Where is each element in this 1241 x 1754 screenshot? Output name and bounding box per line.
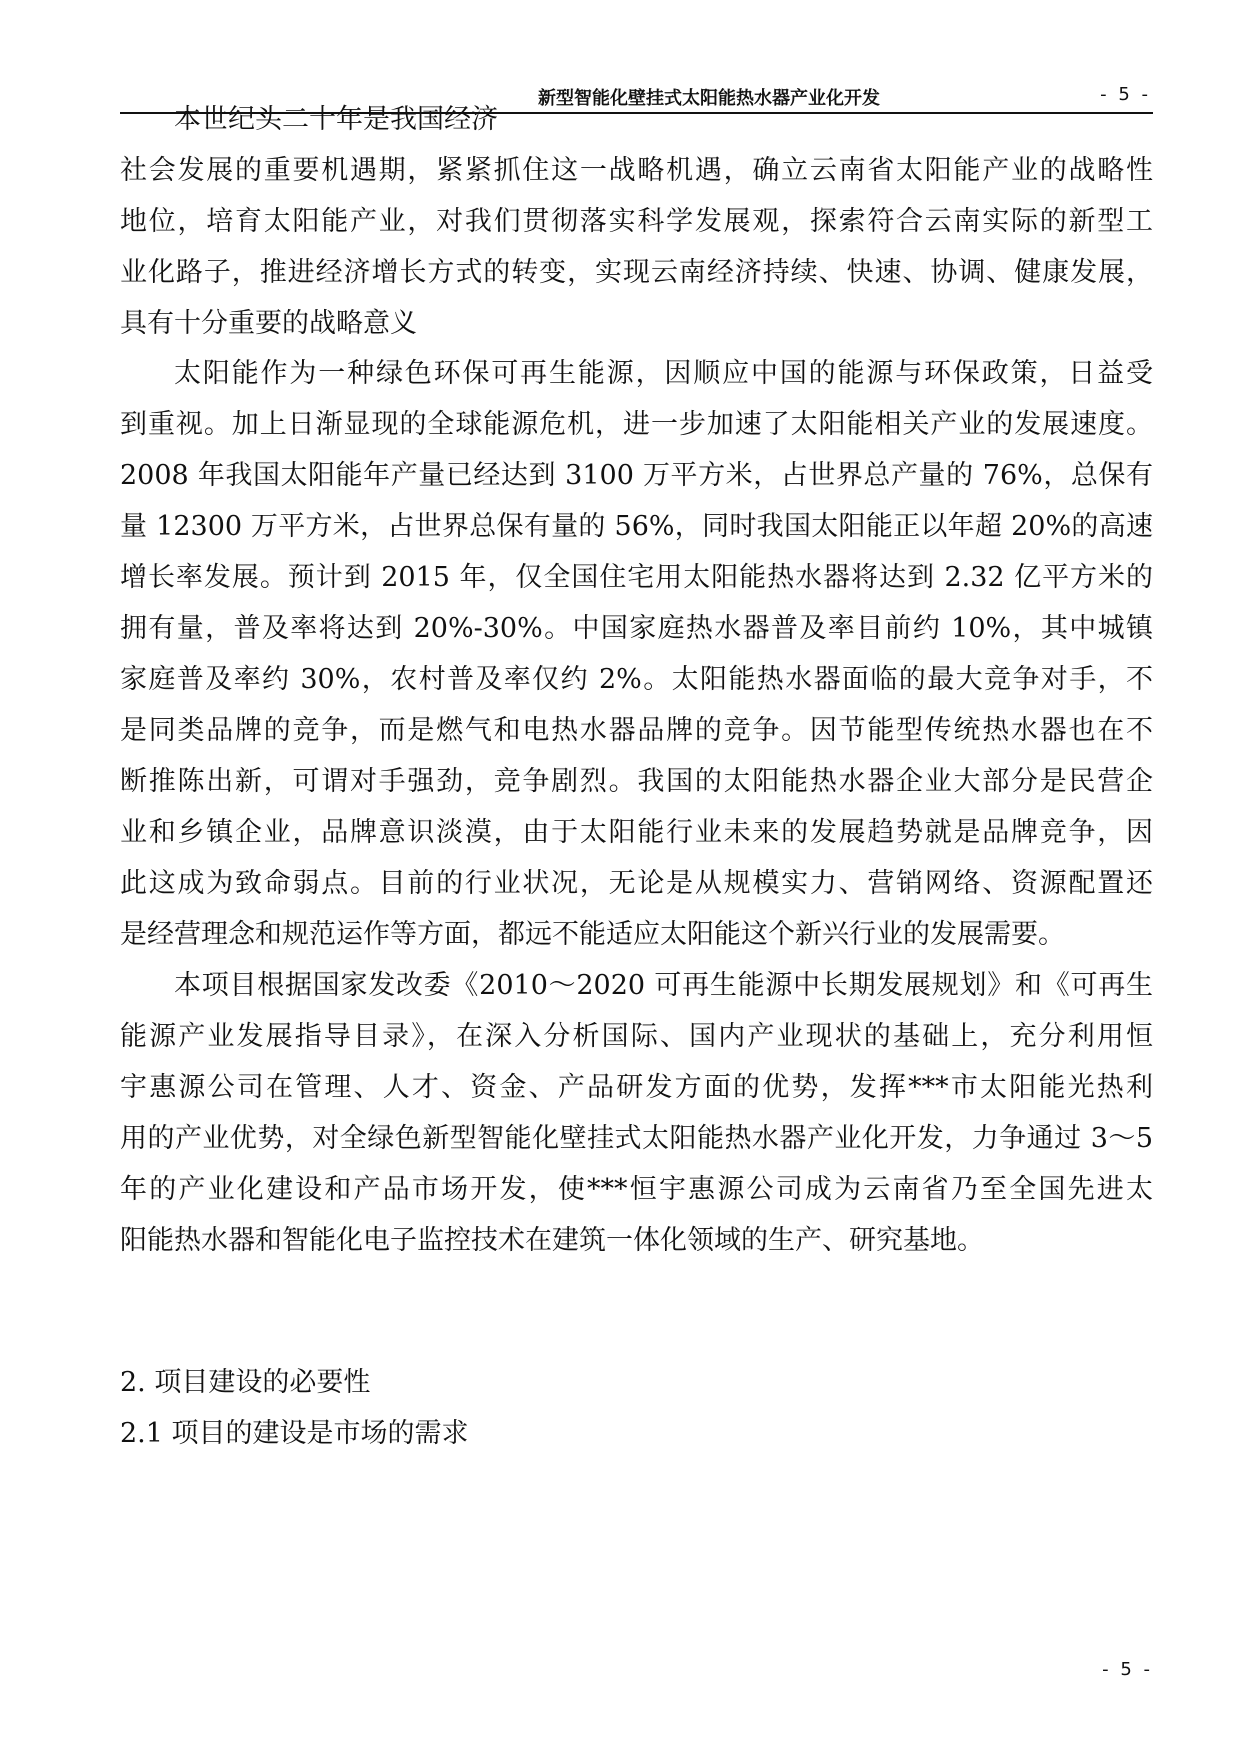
footer-page-number: - 5 - (1102, 1659, 1153, 1680)
header-page-number: - 5 - (1100, 84, 1151, 105)
paragraph-2-line-6: 拥有量，普及率将达到 20%-30%。中国家庭热水器普及率目前约 10%，其中城镇 (120, 613, 1153, 644)
paragraph-3-line-1: 本项目根据国家发改委《2010～2020 可再生能源中长期发展规划》和《可再生 (174, 970, 1153, 1001)
paragraph-3-line-5: 年的产业化建设和产品市场开发，使***恒宇惠源公司成为云南省乃至全国先进太 (120, 1174, 1153, 1205)
paragraph-2-line-8: 是同类品牌的竞争，而是燃气和电热水器品牌的竞争。因节能型传统热水器也在不 (120, 715, 1153, 746)
paragraph-2-line-9: 断推陈出新，可谓对手强劲，竞争剧烈。我国的太阳能热水器企业大部分是民营企 (120, 766, 1153, 797)
header-title: 新型智能化壁挂式太阳能热水器产业化开发 (538, 88, 880, 109)
paragraph-2-line-12: 是经营理念和规范运作等方面，都远不能适应太阳能这个新兴行业的发展需要。 (120, 919, 1065, 950)
paragraph-1-line-3: 地位，培育太阳能产业，对我们贯彻落实科学发展观，探索符合云南实际的新型工 (120, 206, 1153, 237)
paragraph-1-line-4: 业化路子，推进经济增长方式的转变，实现云南经济持续、快速、协调、健康发展， (120, 257, 1153, 288)
subsection-heading: 2.1 项目的建设是市场的需求 (120, 1418, 469, 1449)
paragraph-3-line-2: 能源产业发展指导目录》，在深入分析国际、国内产业现状的基础上，充分利用恒 (120, 1021, 1153, 1052)
paragraph-2-line-7: 家庭普及率约 30%，农村普及率仅约 2%。太阳能热水器面临的最大竞争对手，不 (120, 664, 1153, 695)
section-heading: 2. 项目建设的必要性 (120, 1367, 371, 1398)
paragraph-2-line-3: 2008 年我国太阳能年产量已经达到 3100 万平方米，占世界总产量的 76%，总保有 (120, 460, 1153, 491)
paragraph-2-line-4: 量 12300 万平方米，占世界总保有量的 56%，同时我国太阳能正以年超 20%的高速 (120, 511, 1153, 542)
paragraph-1-line-5: 具有十分重要的战略意义 (120, 308, 417, 339)
paragraph-3-line-6: 阳能热水器和智能化电子监控技术在建筑一体化领域的生产、研究基地。 (120, 1225, 984, 1256)
paragraph-3-line-4: 用的产业优势，对全绿色新型智能化壁挂式太阳能热水器产业化开发，力争通过 3～5 (120, 1123, 1153, 1154)
paragraph-2-line-11: 此这成为致命弱点。目前的行业状况，无论是从规模实力、营销网络、资源配置还 (120, 868, 1153, 899)
paragraph-2-line-5: 增长率发展。预计到 2015 年，仅全国住宅用太阳能热水器将达到 2.32 亿平方米的 (120, 562, 1153, 593)
paragraph-2-line-1: 太阳能作为一种绿色环保可再生能源，因顺应中国的能源与环保政策，日益受 (174, 358, 1153, 389)
paragraph-1-line-2: 社会发展的重要机遇期，紧紧抓住这一战略机遇，确立云南省太阳能产业的战略性 (120, 155, 1153, 186)
paragraph-1-line-1: 本世纪头二十年是我国经济 (174, 104, 498, 135)
paragraph-2-line-10: 业和乡镇企业，品牌意识淡漠，由于太阳能行业未来的发展趋势就是品牌竞争，因 (120, 817, 1153, 848)
paragraph-2-line-2: 到重视。加上日渐显现的全球能源危机，进一步加速了太阳能相关产业的发展速度。 (120, 409, 1153, 440)
paragraph-3-line-3: 宇惠源公司在管理、人才、资金、产品研发方面的优势，发挥***市太阳能光热利 (120, 1072, 1153, 1103)
